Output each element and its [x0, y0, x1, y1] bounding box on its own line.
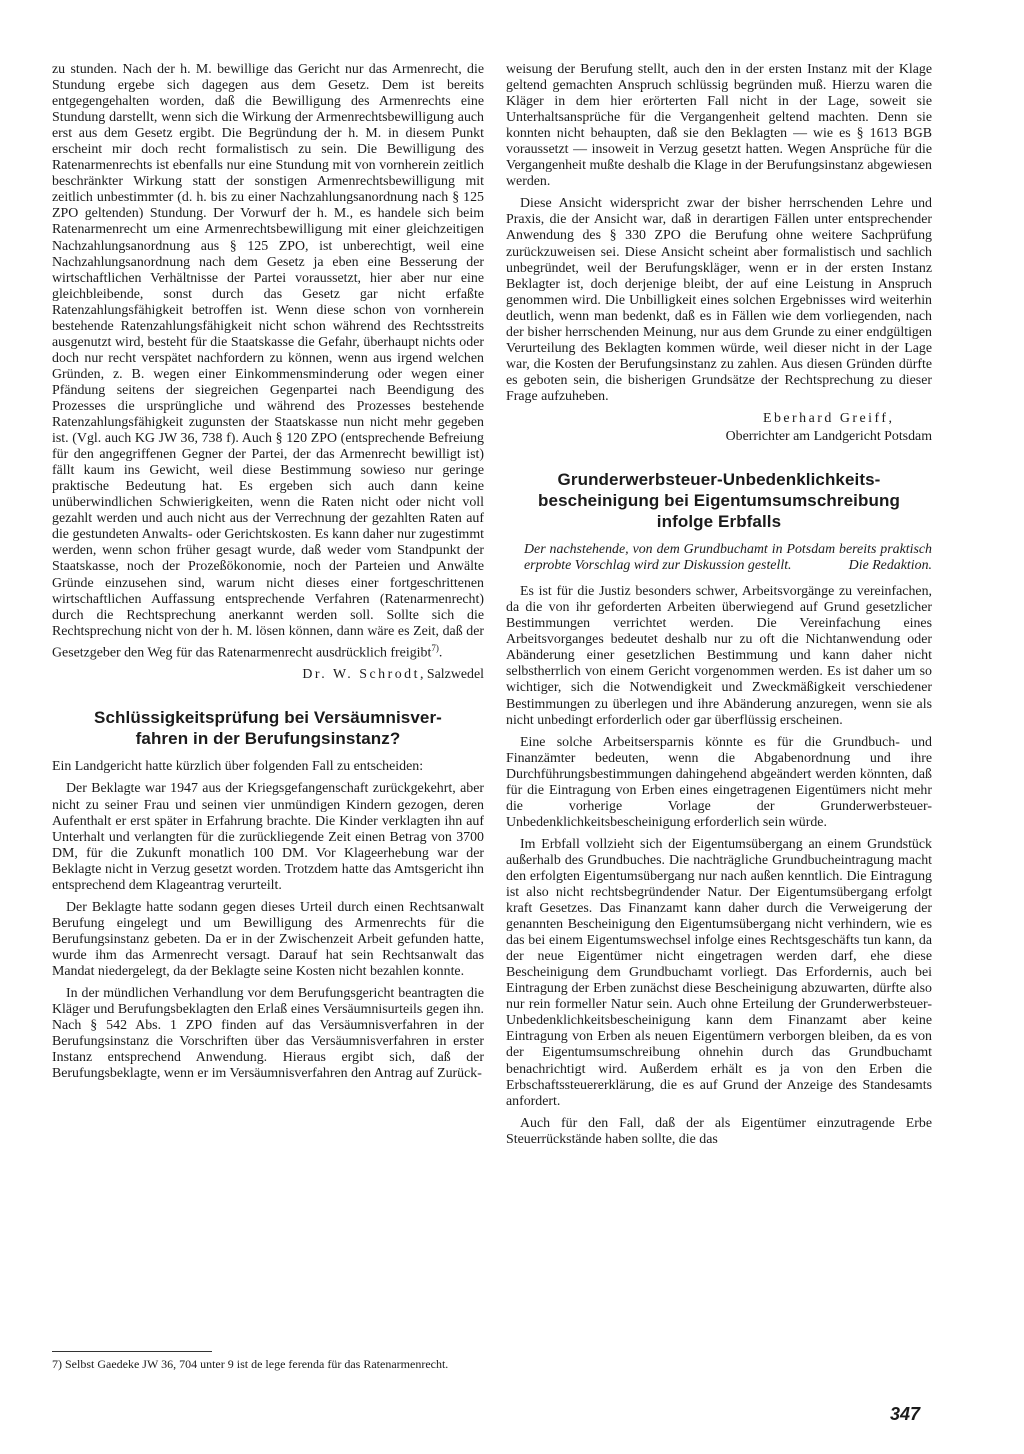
footnote: 7) Selbst Gaedeke JW 36, 704 unter 9 ist de lege ferenda für das Ratenarmenrecht. [52, 1357, 449, 1371]
editorial-note: Der nachstehende, von dem Grundbuchamt in Potsdam bereits praktisch erprobte Vorschlag wird zur Diskussion gestellt. Die Redaktion. [524, 542, 932, 574]
paragraph: In der mündlichen Verhandlung vor dem Berufungsgericht beantragten die Kläger und Berufungsbeklagten den Erlaß eines Versäumnisurteils gegen ihn. Nach § 542 Abs. 1 ZPO finden auf das Versäumnisverfahren in der Berufungsinstanz die Vorschriften über das Versäumnisverfahren in erster Instanz entsprechend Anwendung. Hieraus ergibt sich, daß der Berufungsbeklagte, wenn er im Versäumnisverfahren den Antrag auf Zurück- [52, 986, 484, 1082]
editorial-signature: Die Redaktion. [848, 558, 932, 574]
paragraph: zu stunden. Nach der h. M. bewillige das Gericht nur das Armenrecht, die Stundung ergebe sich dagegen aus dem Gesetz. Dem ist bereits entgegengehalten worden, daß die Bewilligung des Armenrechts eine Stundung darstellt, wenn sich die Wirkung der Armenrechtsbewilligung auch erst aus dem Gesetz ergibt. Die Begründung der h. M. in diesem Punkt erscheint mir doch recht formalistisch zu sein. Die Bewilligung des Ratenarmenrechts ist ebenfalls nur eine Stundung mit von vornherein zeitlich beschränkter Wirkung statt der sonstigen Armenrechtsbewilligung mit zeitlich unbestimmter (d. h. bis zu einer Nachzahlungsanordnung nach § 125 ZPO geltenden) Stundung. Der Vorwurf der h. M., es handele sich beim Ratenarmenrecht um eine Armenrechtsbewilligung mit einer gleichzeitigen Nachzahlungsanordnung aus § 125 ZPO, ist unberechtigt, weil eine Nachzahlungsanordnung nach dem Gesetz ja eben eine Besserung der wirtschaftlichen Verhältnisse der Partei voraussetzt, hier aber nur eine gleichbleibende, sonst durch das Gesetz gar nicht erfaßte Ratenzahlungsfähigkeit betroffen ist. Wenn diese schon von vornherein bestehende Ratenzahlungsfähigkeit nicht schon während des Rechtsstreits ausgenutzt wird, besteht für die Staatskasse die Gefahr, überhaupt nichts oder doch nur recht verspätet nachfordern zu können, wenn aus irgend welchen Gründen, z. B. wegen einer Einkommensminderung oder wegen einer Pfändung seitens der siegreichen Gegenpartei nach Beendigung des Prozesses die ursprüngliche und während des Prozesses bestehende Ratenzahlungsfähigkeit zugunsten der Staatskasse nun nicht mehr gegeben ist. (Vgl. auch KG JW 36, 738 f). Auch § 120 ZPO (entsprechende Befreiung für den angegriffenen Gegner der Partei, der das Armenrecht bewilligt ist) fällt kaum ins Gewicht, weil diese Bestimmung sowieso nur geringe praktische Bedeutung hat. Es ergeben sich auch dann keine unüberwindlichen Schwierigkeiten, wenn die Raten nicht oder nicht voll gezahlt werden und auch nicht aus der Verrechnung der gezahlten Raten auf die gestundeten Anwalts- oder Gerichtskosten. Es kann daher nur zugestimmt werden, wenn schon früher gesagt wurde, daß weder vom Standpunkt der Staatskasse, noch der Prozeßökonomie, noch der Parteien und Anwälte Gründe einzusehen sind, warum nicht dieses einer fortgeschrittenen wirtschaftlichen Auffassung entsprechende Verfahren (Ratenarmenrecht) durch die Rechtsprechung anerkannt werden soll. Sollte sich die Rechtsprechung nicht von der h. M. lösen können, dann wäre es Zeit, daß der Gesetzgeber den Weg für das Ratenarmenrecht ausdrücklich freigibt$^{7)}$. [52, 62, 484, 661]
paragraph: Im Erbfall vollzieht sich der Eigentumsübergang an einem Grundstück außerhalb des Grundbuches. Die nachträgliche Grundbucheintragung macht den erfolgten Eigentumsübergang nur nach außen kenntlich. Die Eintragung ist also nicht rechtsbegründender Natur. Der Eigentumsübergang erfolgt kraft Gesetzes. Das Finanzamt kann daher durch die Verweigerung der genannten Bescheinigung den Eigentumsübergang nicht verhindern, wie es das bei einem Eigentumswechsel infolge eines Rechtsgeschäfts tun kann, da der neue Eigentümer nicht eingetragen werden darf, ehe diese Bescheinigung dem Grundbuchamt vorliegt. Das Erfordernis, auch bei Eintragung der Erben zunächst diese Bescheinigung abzuwarten, dürfte also nur rein formeller Natur sein. Auch ohne Erteilung der Grunderwerbsteuer-Unbedenklichkeitsbescheinigung kann dem Finanzamt aber keine Eintragung von Erben als neuen Eigentümern verborgen bleiben, da es von der Eigentumsumschreibung ohnehin durch das Grundbuchamt benachrichtigt wird. Außerdem erhält es ja von den Erben die Erbschaftssteuererklärung, die es auf Grund der Anzeige des Standesamts anfordert. [506, 836, 932, 1109]
right-column [506, 62, 932, 1154]
footnote-reference: 7) [431, 642, 439, 653]
footnote-divider [52, 1351, 212, 1352]
paragraph: Diese Ansicht widerspricht zwar der bisher herrschenden Lehre und Praxis, die der Ansicht war, daß in derartigen Fällen unter entsprechender Anwendung des § 330 ZPO die Berufung ohne weitere Sachprüfung zurückzuweisen sei. Diese Ansicht scheint aber formalistisch und sachlich unbegründet, weil der Berufungskläger, wenn er in der ersten Instanz Beklagter ist, doch derjenige bleibt, der auf eine Leistung in Anspruch genommen wird. Die Unbilligkeit eines solchen Ergebnisses wird weiterhin deutlich, wenn man bedenkt, daß es in Fällen wie dem vorliegenden, nach der bisher herrschenden Meinung, nur aus dem Grunde zu einer endgültigen Verurteilung des Beklagten kommen würde, weil dieser nicht in der Lage war, die Kosten der Berufungsinstanz zu zahlen. Aus diesen Gründen dürfte es geboten sein, die bisherigen Grundsätze der Rechtsprechung zu dieser Frage aufzuheben. [506, 196, 932, 404]
article-heading: Grunderwerbsteuer-Unbedenklichkeits- bescheinigung bei Eigentumsumschreibung infolge Erbfalls [538, 470, 900, 532]
paragraph: Der Beklagte war 1947 aus der Kriegsgefangenschaft zurückgekehrt, aber nicht zu seiner Frau und seinen vier unmündigen Kindern gezogen, deren Aufenthalt er erst später in Erfahrung brachte. Die Kinder verklagten ihn auf Unterhalt und verlangten für die zurückliegende Zeit einen Betrag von 3700 DM, für die Zukunft monatlich 100 DM. Vor Klageerhebung war der Beklagte nicht in Verzug gesetzt worden. Trotzdem hatte das Amtsgericht ihn entsprechend dem Klageantrag verurteilt. [52, 781, 484, 893]
paragraph: Auch für den Fall, daß der als Eigentümer einzutragende Erbe Steuerrückstände haben sollte, die das [506, 1115, 932, 1147]
author-title: Oberrichter am Landgericht Potsdam [725, 429, 932, 445]
left-column [52, 62, 484, 1088]
paragraph: weisung der Berufung stellt, auch den in der ersten Instanz mit der Klage geltend gemachten Anspruch schlüssig begründen muß. Hierzu waren die Kläger in dem hier erörterten Fall nicht in der Lage, soweit sie Unterhaltsansprüche für die Vergangenheit geltend machten. Denn sie konnten nicht behaupten, daß sie den Beklagten — wie es § 1613 BGB voraussetzt — insoweit in Verzug gesetzt hatten. Wegen Ansprüche für die Vergangenheit mußte deshalb die Klage in der Berufungsinstanz abgewiesen werden. [506, 62, 932, 190]
article-heading: Schlüssigkeitsprüfung bei Versäumnisver- fahren in der Berufungsinstanz? [94, 708, 442, 749]
paragraph: Eine solche Arbeitsersparnis könnte es für die Grundbuch- und Finanzämter bedeuten, wenn die Abgabenordnung und ihre Durchführungsbestimmungen dahingehend abgeändert werden könnten, daß für die Eintragung von Erben eines eingetragenen Eigentümers nicht mehr die vorherige Vorlage der Grunderwerbsteuer-Unbedenklichkeitsbescheinigung erforderlich sein würde. [506, 734, 932, 830]
paragraph: Der Beklagte hatte sodann gegen dieses Urteil durch einen Rechtsanwalt Berufung eingelegt und um Bewilligung des Armenrechts für die Berufungsinstanz gebeten. Da er in der Zwischenzeit Arbeit gefunden hatte, wurde ihm das Armenrecht versagt. Darauf hat sein Rechtsanwalt das Mandat niedergelegt, da der Beklagte seine Kosten nicht bezahlen konnte. [52, 899, 484, 979]
author-signature: Dr. W. Schrodt, Salzwedel [302, 667, 484, 683]
paragraph: Es ist für die Justiz besonders schwer, Arbeitsvorgänge zu vereinfachen, da die von ihr geforderten Arbeiten überwiegend auf Grund gesetzlicher Bestimmungen verrichtet werden. Die Vereinfachung eines Arbeitsvorganges bedeutet deshalb nur zu oft die Nichtanwendung oder Abänderung einer gesetzlichen Bestimmung und kann daher nicht selbstherrlich von einem Gericht vorgenommen werden. Es ist daher um so wichtiger, sich die Notwendigkeit und Zweckmäßigkeit verschiedener Bestimmungen zu überlegen und ihre Abänderung anzuregen, wenn sie als nicht unbedingt erforderlich oder gar überflüssig erscheinen. [506, 584, 932, 728]
paragraph: Ein Landgericht hatte kürzlich über folgenden Fall zu entscheiden: [52, 759, 424, 775]
page-number: 347 [889, 1404, 920, 1424]
author-signature: Eberhard Greiff, [762, 410, 892, 426]
